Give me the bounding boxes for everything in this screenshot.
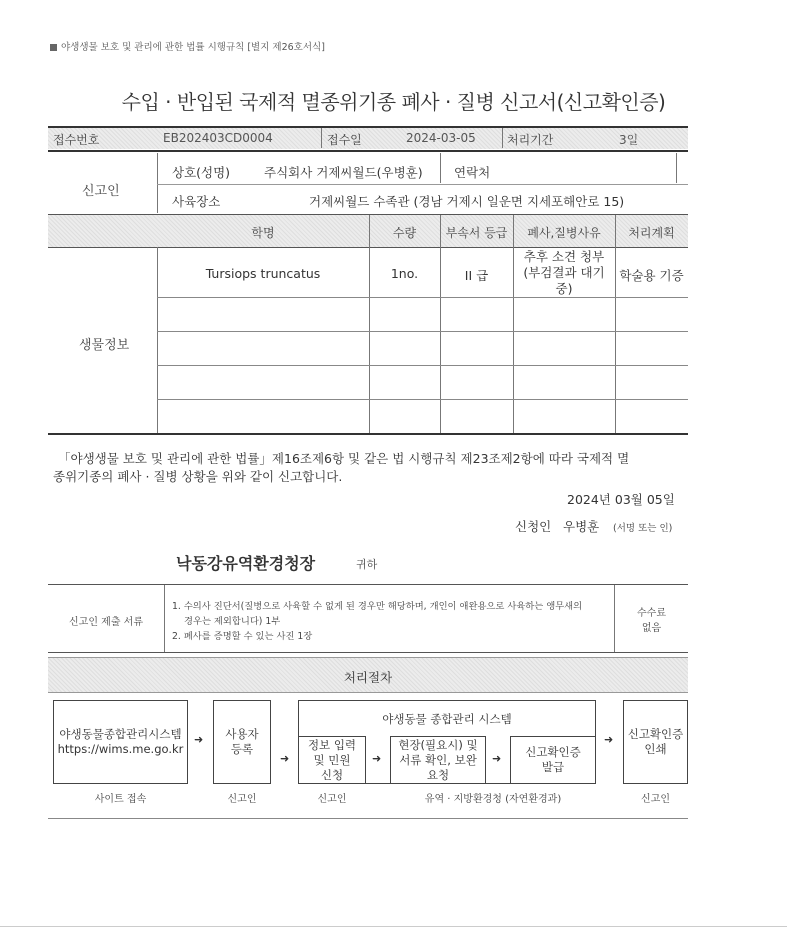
signature-note: (서명 또는 인) — [613, 523, 673, 534]
table-row-grade: II 급 — [464, 268, 489, 283]
table-row-reason: 추후 소견 청부(부검결과 대기중) — [523, 249, 605, 296]
arrow-right-icon: ➜ — [492, 752, 502, 765]
fee-value: 없음 — [641, 623, 662, 634]
business-name-label: 상호(성명) — [172, 165, 231, 180]
business-name-value: 주식회사 거제씨월드(우병훈) — [264, 165, 423, 180]
arrow-right-icon: ➜ — [194, 733, 204, 746]
receipt-row — [48, 127, 688, 149]
flow-step-4-line-1: 현장(필요시) 및 — [398, 738, 478, 752]
receipt-number-value: EB202403CD0004 — [163, 131, 273, 145]
flow-actor-3: 신고인 — [317, 794, 347, 805]
procedure-title: 처리절차 — [343, 670, 393, 685]
arrow-right-icon: ➜ — [280, 752, 290, 765]
flow-step-3-line-3: 신청 — [320, 768, 344, 782]
receipt-number-label: 접수번호 — [53, 133, 100, 147]
declaration-date: 2024년 03월 05일 — [567, 492, 675, 507]
flow-step-6-line-1: 신고확인증 — [627, 727, 684, 741]
col-death-reason: 폐사,질병사유 — [527, 226, 601, 240]
page-title: 수입 · 반입된 국제적 멸종위기종 폐사 · 질병 신고서(신고확인증) — [121, 90, 666, 114]
processing-period-label: 처리기간 — [507, 133, 554, 147]
flow-step-3-line-2: 및 민원 — [313, 753, 351, 767]
reporter-section-label: 신고인 — [82, 184, 120, 199]
form-identifier: 야생생물 보호 및 관리에 관한 법률 시행규칙 [별지 제26호서식] — [50, 39, 325, 53]
table-row-scientific-name: Tursiops truncatus — [205, 266, 321, 281]
col-quantity: 수량 — [392, 226, 417, 240]
document-item-1-line-2: 경우는 제외합니다) 1부 — [184, 616, 281, 627]
flow-step-5-line-1: 신고확인증 — [525, 745, 581, 759]
col-disposal-plan: 처리계획 — [628, 226, 675, 240]
receipt-date-value: 2024-03-05 — [406, 131, 476, 145]
table-row-plan: 학술용 기증 — [619, 268, 684, 283]
flow-actor-6: 신고인 — [641, 794, 670, 805]
flow-step-4-line-3: 요청 — [426, 768, 450, 782]
organism-section-label: 생물정보 — [79, 338, 130, 353]
document-item-2: 2. 폐사를 증명할 수 있는 사진 1장 — [172, 631, 313, 642]
flow-actor-1: 사이트 접속 — [94, 794, 147, 805]
recipient-suffix: 귀하 — [356, 558, 378, 571]
recipient-name: 낙동강유역환경청장 — [176, 554, 316, 573]
col-scientific-name: 학명 — [251, 226, 275, 240]
document-item-1-line-1: 1. 수의사 진단서(질병으로 사육할 수 없게 된 경우만 해당하며, 개인이 애완용으로 사육하는 앵무새의 — [172, 601, 583, 612]
flow-step-5-line-2: 발급 — [541, 760, 565, 774]
arrow-right-icon: ➜ — [372, 752, 382, 765]
flow-actor-group: 유역 · 지방환경청 (자연환경과) — [424, 794, 562, 805]
documents-label: 신고인 제출 서류 — [69, 617, 143, 628]
declaration-line-2: 종위기종의 폐사 · 질병 상황을 위와 같이 신고합니다. — [53, 469, 343, 484]
flow-step-4-line-2: 서류 확인, 보완 — [399, 753, 477, 767]
flow-step-2-line-2: 등록 — [230, 742, 254, 756]
applicant-name: 우병훈 — [563, 519, 600, 534]
flow-group-title: 야생동물 종합관리 시스템 — [382, 712, 512, 726]
receipt-date-label: 접수일 — [327, 133, 362, 147]
flow-step-3-line-1: 정보 입력 — [307, 738, 357, 752]
flow-step-2-line-1: 사용자 — [225, 727, 259, 741]
facility-value: 거제씨월드 수족관 (경남 거제시 일운면 지세포해안로 15) — [309, 194, 625, 209]
contact-label: 연락처 — [454, 165, 491, 180]
arrow-right-icon: ➜ — [604, 733, 614, 746]
fee-label: 수수료 — [637, 608, 666, 619]
flow-actor-2: 신고인 — [227, 794, 257, 805]
col-appendix-grade: 부속서 등급 — [445, 226, 508, 240]
facility-label: 사육장소 — [172, 194, 221, 209]
flow-step-1-line-2: https://wims.me.go.kr — [57, 742, 184, 756]
applicant-label: 신청인 — [515, 519, 552, 534]
flow-step-1-line-1: 야생동물종합관리시스템 — [59, 727, 182, 741]
flow-step-6-line-2: 인쇄 — [644, 742, 667, 756]
declaration-line-1: 「야생생물 보호 및 관리에 관한 법률」제16조제6항 및 같은 법 시행규칙 제23조제2항에 따라 국제적 멸 — [58, 451, 630, 466]
square-bullet-icon — [50, 44, 57, 51]
processing-period-value: 3일 — [619, 133, 639, 147]
table-row-quantity: 1no. — [390, 266, 419, 281]
